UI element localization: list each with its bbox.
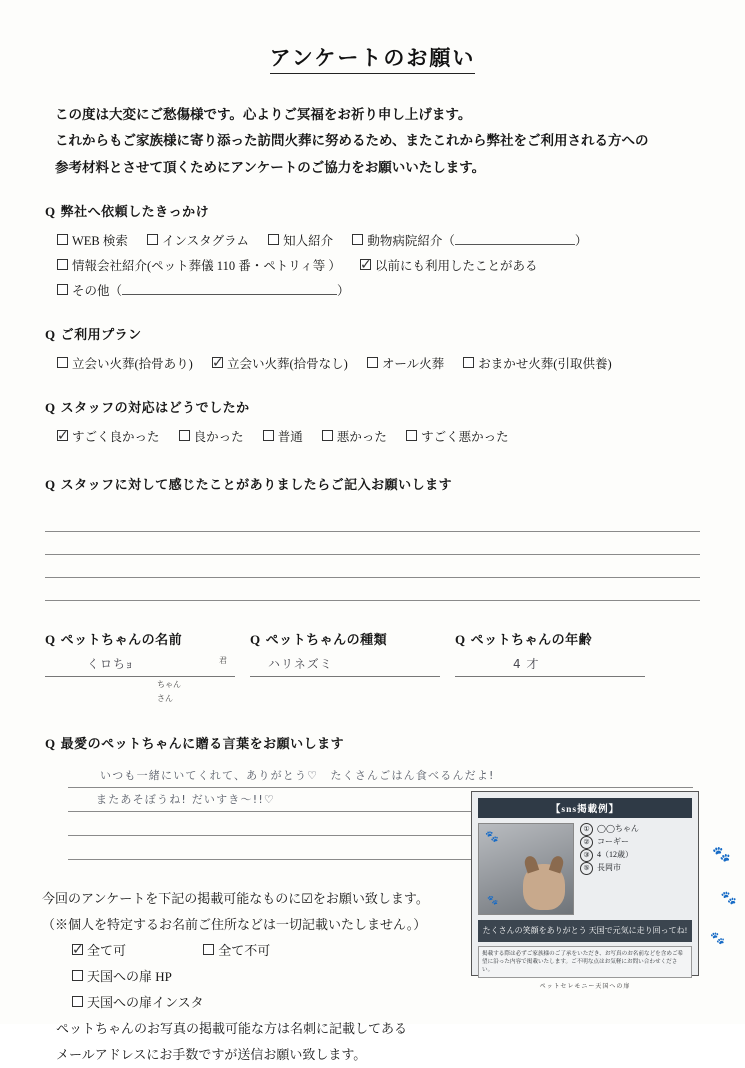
- sample-footer: ペットセレモニー天国への扉: [539, 984, 631, 991]
- sample-message-text: たくさんの笑顔をありがとう 天国で元気に走り回ってね!: [482, 926, 688, 935]
- checkbox-icon[interactable]: [360, 259, 371, 270]
- consent-options-row-3: [72, 990, 462, 1016]
- suffix-kun: 君: [219, 655, 227, 665]
- checkbox-icon[interactable]: [463, 357, 474, 368]
- fill-in-blank[interactable]: [122, 282, 337, 295]
- checkbox-icon[interactable]: [203, 944, 214, 955]
- pet-name-block: [45, 629, 250, 707]
- intro-line-3: 参考材料とさせて頂くためにアンケートのご協力をお願いいたします。: [55, 159, 486, 175]
- question-farewell-message: [45, 733, 745, 752]
- consent-options-row-2: [72, 964, 462, 990]
- q-marker: Q: [45, 203, 56, 219]
- pet-breed-value: ハリネズミ: [268, 656, 333, 671]
- sample-field-row: [580, 823, 692, 836]
- intro-text: [55, 102, 745, 181]
- pet-age-input[interactable]: [455, 652, 645, 677]
- option-info-company[interactable]: 情報会社紹介(ペット葬儀 110 番・ペトリィ等 ）: [57, 254, 341, 279]
- handwritten-line-1: いつも一緒にいてくれて、ありがとう♡ たくさんごはん食べるんだよ!: [100, 768, 495, 782]
- pet-info-row: [45, 629, 745, 707]
- paw-icon: 🐾: [712, 847, 731, 863]
- question-staff-rating: [45, 397, 745, 450]
- question-label: Q ペットちゃんの種類: [250, 631, 388, 647]
- checkbox-icon[interactable]: [147, 234, 158, 245]
- checkbox-icon[interactable]: [367, 357, 378, 368]
- intro-line-2: これからもご家族様に寄り添った訪問火葬に努めるため、またこれから弊社をご利用される方への: [55, 133, 649, 149]
- option-instagram[interactable]: インスタグラム: [147, 229, 249, 254]
- option-all-cremation[interactable]: オール火葬: [367, 352, 444, 377]
- q-marker: Q: [45, 476, 56, 492]
- checkbox-icon[interactable]: [72, 996, 83, 1007]
- checkbox-icon[interactable]: [212, 357, 223, 368]
- sample-note: 掲載する際は必ずご家族様のご了承をいただき、お写真のお名前などを含めご希望に沿った内容で掲載いたします。ご不明な点はお気軽にお問い合わせください。: [478, 946, 692, 978]
- checkbox-icon[interactable]: [406, 430, 417, 441]
- consent-block: [42, 886, 462, 1068]
- checkbox-icon[interactable]: [72, 944, 83, 955]
- field-value: ◯◯ちゃん: [597, 824, 639, 834]
- option-animal-hospital[interactable]: 動物病院紹介（ ）: [352, 229, 587, 254]
- rule-line: [45, 532, 700, 555]
- options-list: [57, 425, 745, 450]
- checkbox-icon[interactable]: [57, 357, 68, 368]
- pet-breed-block: [250, 629, 455, 707]
- option-web-search[interactable]: WEB 検索: [57, 229, 128, 254]
- checkbox-icon[interactable]: [57, 234, 68, 245]
- checkbox-icon[interactable]: [268, 234, 279, 245]
- question-staff-comment: [45, 474, 745, 493]
- number-badge: ②: [580, 836, 593, 849]
- question-label: Q スタッフの対応はどうでしたか: [45, 399, 250, 415]
- sample-field-row: [580, 862, 692, 875]
- field-value: 4（12歳）: [597, 850, 633, 860]
- option-allow-all[interactable]: ✓全て可: [72, 938, 126, 964]
- option-bad[interactable]: 悪かった: [322, 425, 387, 450]
- paw-icon: 🐾: [710, 931, 725, 945]
- paw-icon: 🐾: [720, 890, 737, 905]
- number-badge: ①: [580, 823, 593, 836]
- question-label: Q 弊社へ依頼したきっかけ: [45, 203, 210, 219]
- question-label: Q 最愛のペットちゃんに贈る言葉をお願いします: [45, 735, 345, 751]
- checkbox-icon[interactable]: [352, 234, 363, 245]
- sns-sample-body: [478, 823, 692, 915]
- option-instagram-account[interactable]: 天国への扉インスタ: [72, 990, 204, 1016]
- consent-intro-1: 今回のアンケートを下記の掲載可能なものに☑をお願い致します。: [42, 890, 429, 906]
- q-marker: Q: [455, 631, 466, 647]
- option-attended-with-bones[interactable]: 立会い火葬(拾骨あり): [57, 352, 193, 377]
- checkbox-icon[interactable]: [57, 284, 68, 295]
- option-website[interactable]: 天国への扉 HP: [72, 964, 172, 990]
- checkbox-icon[interactable]: [57, 259, 68, 270]
- q-marker: Q: [45, 735, 56, 751]
- option-entrusted-cremation[interactable]: おまかせ火葬(引取供養): [463, 352, 611, 377]
- sample-field-row: [580, 849, 692, 862]
- option-attended-without-bones[interactable]: ✓ 立会い火葬(拾骨なし): [212, 352, 348, 377]
- checkbox-icon[interactable]: [57, 430, 68, 441]
- number-badge: ③: [580, 849, 593, 862]
- sns-sample-header: 【sns掲載例】: [478, 798, 692, 818]
- handwritten-line-2: またあそぼうね! だいすき〜!!♡: [96, 792, 275, 806]
- question-referral-source: [45, 201, 745, 304]
- paw-icon: 🐾: [485, 831, 499, 843]
- q-marker: Q: [45, 399, 56, 415]
- checkbox-icon[interactable]: [322, 430, 333, 441]
- q-marker: Q: [45, 326, 56, 342]
- rule-line: [45, 555, 700, 578]
- option-acquaintance[interactable]: 知人紹介: [268, 229, 333, 254]
- field-value: コーギー: [597, 837, 629, 847]
- staff-comment-field[interactable]: [45, 509, 745, 601]
- option-deny-all[interactable]: 全て不可: [203, 938, 270, 964]
- options-list: [57, 352, 745, 377]
- option-good[interactable]: 良かった: [179, 425, 244, 450]
- dog-illustration: [523, 864, 565, 910]
- option-very-good[interactable]: ✓すごく良かった: [57, 425, 160, 450]
- suffix-chan: ちゃん: [157, 679, 181, 689]
- intro-line-1: この度は大変にご愁傷様です。心よりご冥福をお祈り申し上げます。: [55, 107, 472, 122]
- page-title: アンケートのお願い: [0, 42, 745, 72]
- pet-age-value: 4 才: [513, 656, 540, 671]
- field-value: 長岡市: [597, 863, 621, 873]
- option-normal[interactable]: 普通: [263, 425, 303, 450]
- rule-line: [45, 509, 700, 532]
- question-label: Q スタッフに対して感じたことがありましたらご記入お願いします: [45, 476, 453, 492]
- consent-intro-2: （※個人を特定するお名前ご住所などは一切記載いたしません。）: [42, 916, 427, 932]
- rule-line: [45, 578, 700, 601]
- q-marker: Q: [250, 631, 261, 647]
- sample-fields: [580, 823, 692, 915]
- checkbox-icon[interactable]: [72, 970, 83, 981]
- checkbox-icon[interactable]: [263, 430, 274, 441]
- question-label: Q ペットちゃんの名前: [45, 631, 183, 647]
- question-label: Q ペットちゃんの年齢: [455, 631, 593, 647]
- consent-footer-2: メールアドレスにお手数ですが送信お願い致します。: [56, 1046, 367, 1062]
- options-list: [57, 229, 745, 304]
- question-label: Q ご利用プラン: [45, 326, 142, 342]
- suffix-san: さん: [157, 693, 173, 703]
- pet-breed-input[interactable]: [250, 652, 440, 677]
- option-previous-use[interactable]: ✓ 以前にも利用したことがある: [360, 254, 538, 279]
- consent-options-row-1: [72, 938, 462, 964]
- pet-name-value: くロちｮ: [87, 656, 134, 671]
- paw-icon: 🐾: [487, 895, 499, 905]
- sample-photo: [478, 823, 574, 915]
- question-plan: [45, 324, 745, 377]
- checkbox-icon[interactable]: [179, 430, 190, 441]
- number-badge: ⑤: [580, 862, 593, 875]
- sample-field-row: [580, 836, 692, 849]
- pet-name-input[interactable]: [45, 652, 235, 677]
- option-other[interactable]: その他（ ）: [57, 279, 350, 304]
- option-very-bad[interactable]: すごく悪かった: [406, 425, 509, 450]
- q-marker: Q: [45, 631, 56, 647]
- pet-age-block: [455, 629, 660, 707]
- fill-in-blank[interactable]: [455, 232, 575, 245]
- sample-message: [478, 920, 692, 942]
- consent-footer-1: ペットちゃんのお写真の掲載可能な方は名刺に記載してある: [56, 1020, 408, 1036]
- sns-sample-card: [471, 791, 699, 991]
